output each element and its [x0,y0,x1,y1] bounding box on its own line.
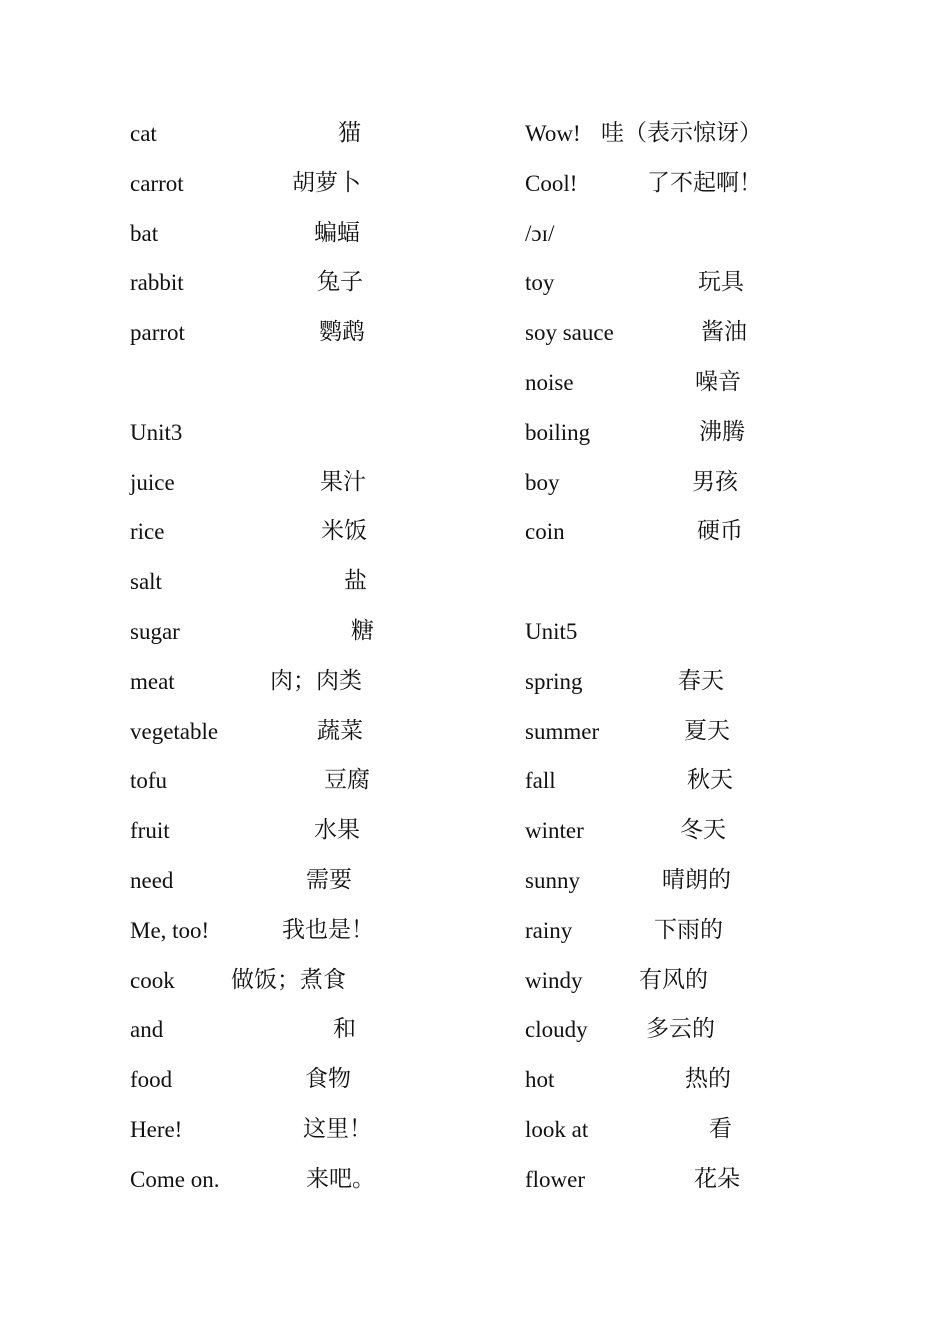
english-word: cook [130,967,175,993]
chinese-meaning: 鹦鹉 [319,319,365,346]
chinese-meaning: 了不起啊！ [647,169,762,196]
chinese-meaning: 糖 [351,617,374,644]
vocab-row [130,159,460,209]
english-word: hot [525,1067,555,1093]
vocab-row [130,209,460,259]
chinese-meaning: 猫 [338,120,361,146]
chinese-meaning: 这里！ [303,1115,372,1142]
chinese-meaning: 水果 [314,817,360,844]
chinese-meaning: 男孩 [692,468,738,495]
vocab-row [525,458,855,508]
vocab-row [525,1055,855,1105]
english-word: cloudy [525,1017,588,1043]
chinese-meaning: 冬天 [680,817,726,844]
vocab-row [525,109,855,159]
left-vocab-column [130,109,460,1205]
english-word: windy [525,967,583,993]
english-word: parrot [130,320,185,346]
chinese-meaning: 胡萝卜 [292,169,361,196]
vocab-row [130,1105,460,1155]
vocab-row [525,1105,855,1155]
chinese-meaning: 来吧。 [306,1165,375,1192]
vocab-row [525,1005,855,1055]
english-word: winter [525,818,584,844]
chinese-meaning: 晴朗的 [662,866,731,893]
chinese-meaning: 蝙蝠 [314,219,360,246]
english-word: juice [130,469,175,495]
chinese-meaning: 蔬菜 [317,717,363,744]
chinese-meaning: 果汁 [320,468,366,495]
vocab-row [130,258,460,308]
unit-heading-row [130,408,460,458]
english-word: fall [525,768,556,794]
vocab-row [525,806,855,856]
vocab-row [130,1155,460,1205]
chinese-meaning: 热的 [685,1066,731,1093]
english-word: coin [525,519,565,545]
vocab-row [130,806,460,856]
english-word: tofu [130,768,168,794]
english-word: rabbit [130,270,184,296]
vocab-row [525,956,855,1006]
unit-heading: Unit3 [130,419,183,445]
english-word: carrot [130,170,184,196]
chinese-meaning: 酱油 [701,319,747,346]
english-word: flower [525,1166,586,1192]
english-word: spring [525,668,583,694]
english-word: salt [130,569,162,595]
english-word: Come on. [130,1166,220,1192]
english-word: cat [130,121,157,146]
english-word: rainy [525,917,573,943]
chinese-meaning: 秋天 [687,767,733,794]
vocab-row [130,507,460,557]
vocab-row [525,856,855,906]
vocab-row [130,557,460,607]
chinese-meaning: 豆腐 [324,767,370,794]
vocab-row [130,756,460,806]
english-word: boiling [525,419,591,445]
english-word: Me, too! [130,917,210,943]
vocab-row [130,308,460,358]
english-word: toy [525,270,555,296]
chinese-meaning: 沸腾 [699,418,745,445]
english-word: soy sauce [525,320,614,346]
chinese-meaning: 兔子 [317,269,363,296]
english-word: need [130,867,174,893]
chinese-meaning: 我也是！ [282,916,374,943]
vocab-row [525,258,855,308]
chinese-meaning: 食物 [305,1066,351,1093]
chinese-meaning: 肉；肉类 [270,667,362,694]
chinese-meaning: 花朵 [694,1165,740,1192]
vocab-row [525,408,855,458]
vocab-row [130,607,460,657]
english-word: and [130,1017,164,1043]
chinese-meaning: 玩具 [698,269,744,296]
english-word: food [130,1067,173,1093]
chinese-meaning: 米饭 [321,518,367,545]
english-word: sugar [130,618,180,644]
english-word: sunny [525,867,580,893]
english-word: summer [525,718,600,744]
english-word: noise [525,369,574,395]
english-word: Here! [130,1116,183,1142]
vocab-row [130,109,460,159]
english-word: bat [130,220,159,246]
english-word: look at [525,1116,589,1142]
chinese-meaning: 看 [709,1115,732,1142]
english-word: fruit [130,818,170,844]
blank-row [130,358,460,408]
vocab-row [130,1005,460,1055]
unit-heading-row [525,607,855,657]
chinese-meaning: 盐 [344,568,367,595]
phonics-symbol: /ɔɪ/ [525,220,555,246]
english-word: Wow! [525,121,581,146]
vocab-row [525,906,855,956]
vocab-row [525,657,855,707]
chinese-meaning: 夏天 [684,717,730,744]
vocab-row [130,707,460,757]
english-word: vegetable [130,718,219,744]
chinese-meaning: 有风的 [639,966,708,993]
unit-heading: Unit5 [525,618,578,644]
vocab-row [130,657,460,707]
vocab-row [525,308,855,358]
english-word: boy [525,469,560,495]
phonics-row [525,209,855,259]
vocab-row [130,906,460,956]
chinese-meaning: 多云的 [646,1016,715,1043]
vocab-row [525,507,855,557]
english-word: rice [130,519,165,545]
chinese-meaning: 硬币 [697,518,743,545]
vocab-row [525,756,855,806]
vocab-row [525,1155,855,1205]
blank-row [525,557,855,607]
vocab-row [130,856,460,906]
right-vocab-column [525,109,855,1205]
vocab-row [525,707,855,757]
vocab-row [525,358,855,408]
chinese-meaning: 噪音 [695,368,741,395]
vocab-row [525,159,855,209]
chinese-meaning: 需要 [306,866,352,893]
english-word: meat [130,668,175,694]
chinese-meaning: 做饭；煮食 [231,966,346,993]
chinese-meaning: 春天 [678,667,724,694]
chinese-meaning: 和 [333,1016,356,1043]
english-word: Cool! [525,170,578,196]
vocab-row [130,458,460,508]
vocab-row [130,1055,460,1105]
chinese-meaning: 下雨的 [654,916,723,943]
vocab-row [130,956,460,1006]
chinese-meaning: 哇（表示惊讶） [601,120,762,146]
